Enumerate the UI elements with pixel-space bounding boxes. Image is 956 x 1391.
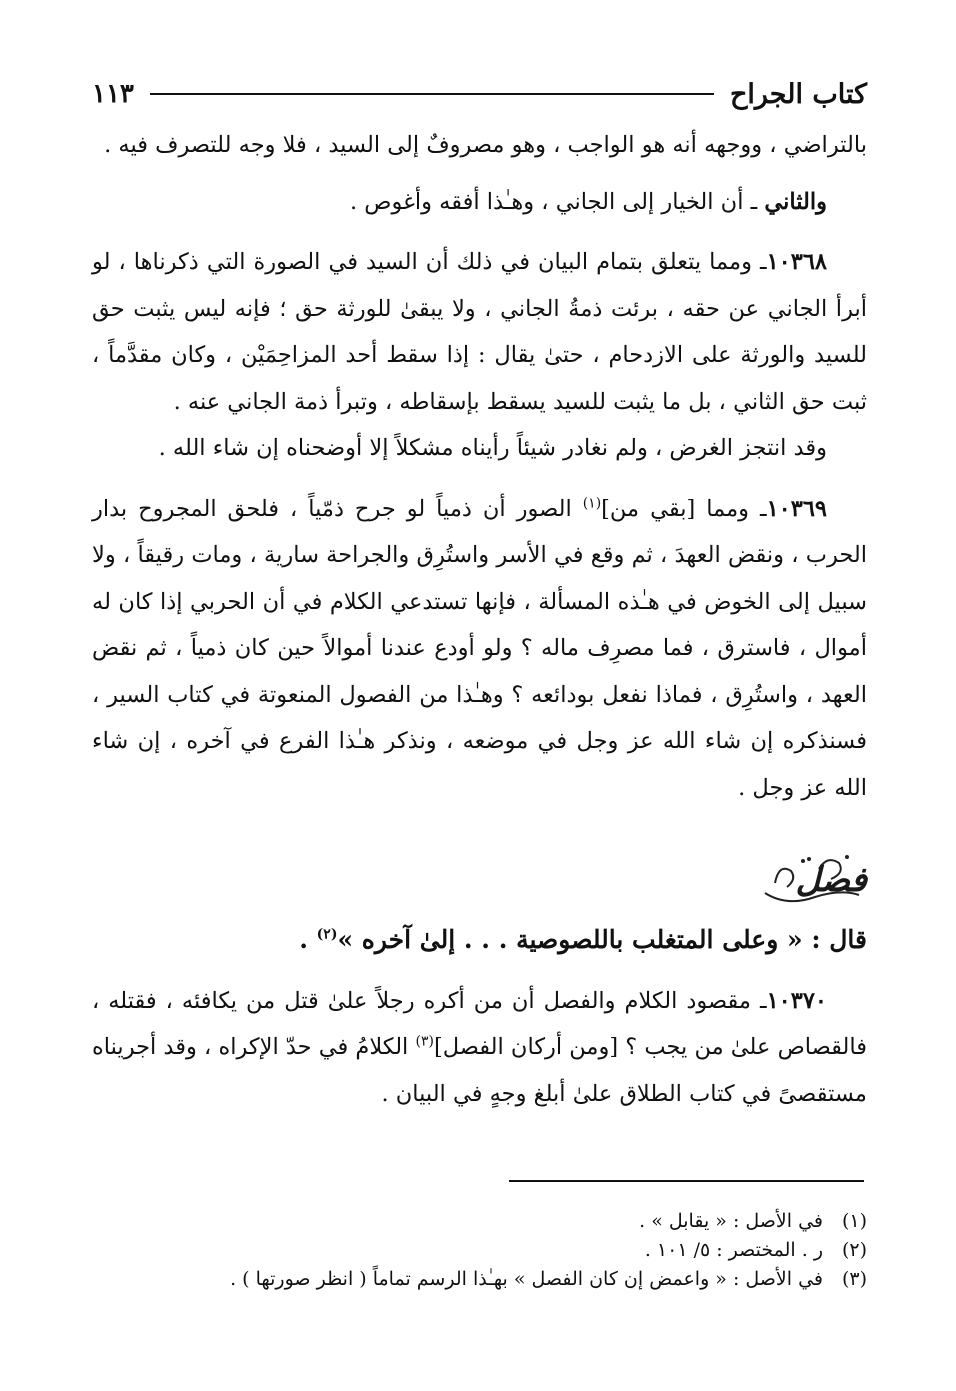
- paragraph-10368-text: ـ ومما يتعلق بتمام البيان في ذلك أن السيد في الصورة التي ذكرناها ، لو أبرأ الجاني عن حقه ، برئت ذمةُ الجاني ، ولا يبقىٰ للورثة حق ؛ فإنه ليس يثبت حق للسيد والورثة على الازدحام ، حتىٰ يقال : إذا سقط أحد المزاحِمَيْن ، وكان مقدَّماً ، ثبت حق الثاني ، بل ما يثبت للسيد يسقط بإسقاطه ، وتبرأ ذمة الجاني عنه .: [92, 249, 867, 415]
- paragraph-10369-text-end: الصور أن ذمياً لو جرح ذمّياً ، فلحق المجروح بدار الحرب ، ونقض العهدَ ، ثم وقع في الأسر واستُرِق والجراحة سارية ، ومات رقيقاً ، ولا سبيل إلى الخوض في هـٰذه المسألة ، فإنها تستدعي الكلام في أن الحربي إذا كان له أموال ، فاسترق ، فما مصرِف ماله ؟ ولو أودع عندنا أموالاً حين كان ذمياً ، ثم نقض العهد ، واستُرِق ، فماذا نفعل بودائعه ؟ وهـٰذا من الفصول المنعوتة في كتاب السير ، فسنذكره إن شاء الله عز وجل في موضعه ، ونذكر هـٰذا الفرع في آخره ، إن شاء الله عز وجل .: [92, 495, 867, 801]
- paragraph-10370-text-start: ـ مقصود الكلام والفصل أن من أكره رجلاً علىٰ قتل من يكافئه ، فقتله ، فالقصاص علىٰ من يجب ؟ [ومن أركان الفصل]: [92, 987, 867, 1060]
- footnote-ref-2: (٢): [316, 926, 338, 943]
- footnote-ref-3: (٣): [415, 1033, 434, 1050]
- paragraph-10368: [92, 239, 867, 425]
- footnotes: [92, 1207, 867, 1294]
- section-heading: فصل: [795, 860, 867, 900]
- footnote-separator: [509, 1180, 864, 1182]
- footnote-text: في الأصل : « واعمض إن كان الفصل » بهـٰذا الرسم تماماً ( انظر صورتها ) .: [230, 1268, 823, 1290]
- footnote-text: في الأصل : « يقابل » .: [639, 1210, 823, 1232]
- chapter-title: كتاب الجراح: [729, 78, 867, 110]
- issue-number-10368: ١٠٣٦٨: [766, 249, 827, 275]
- footnote-item: [92, 1207, 867, 1236]
- quoted-text: [92, 917, 867, 964]
- paragraph-10370: [92, 978, 867, 1118]
- quoted-text-body: قال : « وعلى المتغلب باللصوصية . . . إلىٰ آخره »: [337, 925, 867, 954]
- footnote-marker: (٣): [841, 1268, 867, 1290]
- header-rule: [150, 93, 714, 95]
- paragraph-10369-text-start: ـ ومما [بقي من]: [601, 495, 767, 522]
- section-ornament: [92, 849, 867, 915]
- second-opinion-text: ـ أن الخيار إلى الجاني ، وهـٰذا أفقه وأغوص .: [350, 188, 765, 215]
- footnote-text: ر . المختصر : ٥/ ١٠١ .: [644, 1239, 823, 1261]
- footnote-marker: (١): [841, 1210, 867, 1232]
- footnote-item: [92, 1236, 867, 1265]
- paragraph-second-opinion: [92, 179, 867, 226]
- paragraph-conclusion: وقد انتجز الغرض ، ولم نغادر شيئاً رأيناه مشكلاً إلا أوضحناه إن شاء الله .: [158, 435, 827, 461]
- second-opinion-label: والثاني: [764, 188, 827, 215]
- quoted-text-end: .: [299, 925, 317, 954]
- footnote-ref-1: (١): [582, 495, 602, 511]
- paragraph-10370-text-end: الكلامُ في حدّ الإكراه ، وقد أجريناه مستقصىً في كتاب الطلاق علىٰ أبلغ وجهٍ في البيان .: [92, 1034, 867, 1107]
- paragraph-continuation: بالتراضي ، ووجهه أنه هو الواجب ، وهو مصروفٌ إلى السيد ، فلا وجه للتصرف فيه .: [104, 132, 867, 158]
- main-text: [92, 122, 867, 1117]
- footnote-item: [92, 1265, 867, 1294]
- issue-number-10370: ١٠٣٧٠: [766, 987, 827, 1014]
- page-number: ١١٣: [92, 79, 134, 109]
- footnote-marker: (٢): [841, 1239, 867, 1261]
- paragraph-10369: [92, 486, 867, 812]
- running-header: [92, 72, 867, 116]
- issue-number-10369: ١٠٣٦٩: [766, 495, 827, 522]
